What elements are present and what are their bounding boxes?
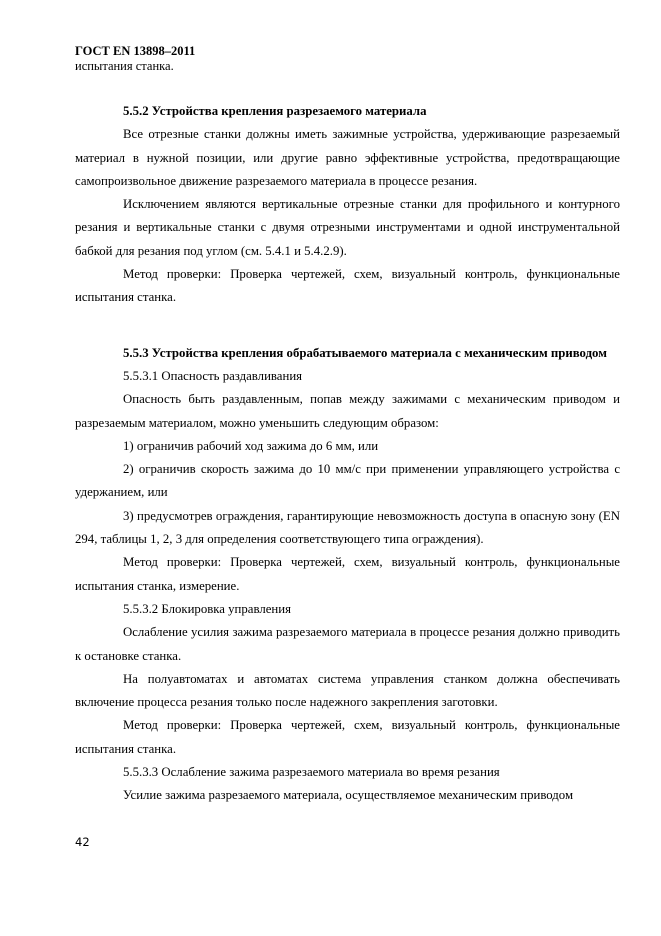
paragraph: Ослабление усилия зажима разрезаемого материала в процессе резания должно приводить к остановке станка. [75, 625, 620, 663]
running-header [75, 44, 195, 74]
paragraph: На полуавтоматах и автоматах система управления станком должна обеспечивать включение процесса резания только после надежного закрепления заготовки. [75, 671, 620, 710]
section-heading-5-5-2: 5.5.2 Устройства крепления разрезаемого материала [123, 104, 427, 118]
paragraph: Все отрезные станки должны иметь зажимные устройства, удерживающие разрезаемый материал в нужной позиции, или другие равно эффективные устройства, предотвращающие самопроизвольное движение разрезаемого материала в процессе резания. [75, 127, 620, 188]
subsection-heading: 5.5.3.3 Ослабление зажима разрезаемого материала во время резания [123, 765, 500, 780]
verification-method: Метод проверки: Проверка чертежей, схем, визуальный контроль, функциональные испытания станка, измерение. [75, 555, 620, 593]
paragraph: Усилие зажима разрезаемого материала, осуществляемое механическим приводом [123, 788, 574, 803]
subsection-heading: 5.5.3.2 Блокировка управления [123, 601, 292, 616]
list-item: 2) ограничив скорость зажима до 10 мм/с при применении управляющего устройства с удержанием, или [75, 462, 620, 500]
subsection-heading: 5.5.3.1 Опасность раздавливания [123, 368, 303, 383]
standard-designation: ГОСТ EN 13898–2011 [75, 44, 196, 58]
paragraph: Исключением являются вертикальные отрезные станки для профильного и контурного резания и вертикальные станки с двумя отрезными инструментами и одной инструментальной бабкой для резания под углом (см. 5.4.1 и 5.4.2.9). [75, 197, 620, 258]
page-number: 42 [75, 835, 90, 849]
list-item: 1) ограничив рабочий ход зажима до 6 мм, или [123, 438, 379, 453]
page-body [75, 100, 620, 808]
verification-method: Метод проверки: Проверка чертежей, схем, визуальный контроль, функциональные испытания станка. [75, 267, 620, 305]
section-heading-5-5-3: 5.5.3 Устройства крепления обрабатываемого материала с механическим приводом [123, 345, 607, 360]
verification-method: Метод проверки: Проверка чертежей, схем, визуальный контроль, функциональные испытания станка. [75, 718, 620, 756]
list-item: 3) предусмотрев ограждения, гарантирующие невозможность доступа в опасную зону (EN 294, таблицы 1, 2, 3 для определения соответствующего типа ограждения). [75, 508, 620, 547]
carryover-text: испытания станка. [75, 59, 174, 73]
paragraph: Опасность быть раздавленным, попав между зажимами с механическим приводом и разрезаемым материалом, можно уменьшить следующим образом: [75, 392, 620, 430]
